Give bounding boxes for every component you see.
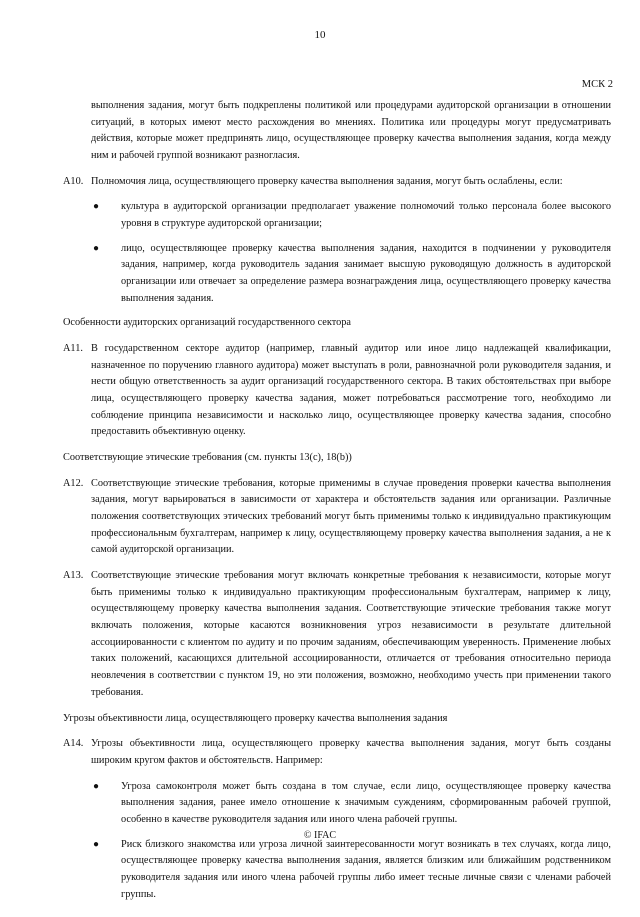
list-item: [91, 837, 611, 904]
bullet-dot-icon: ●: [93, 838, 100, 850]
bullet-dot-icon: ●: [93, 242, 100, 254]
section-heading-public-sector: Особенности аудиторских организаций государственного сектора: [63, 317, 351, 329]
paragraph-number: А10.: [63, 175, 84, 187]
paragraph-a12: [63, 476, 611, 559]
list-item-text: культура в аудиторской организации предполагает уважение полномочий только персонала более высокого уровня в структуре аудиторской организации;: [121, 201, 611, 230]
list-item-text: Риск близкого знакомства или угроза личной заинтересованности могут возникать в тех случаях, когда лицо, осуществляющее проверку качества выполнения задания, является близким или ближайшим родственником руководителя задания или иного члена рабочей группы либо имеет тесные личные связи с членами рабочей группы.: [121, 838, 611, 900]
bullet-list-a10: [91, 199, 611, 307]
paragraph-a13: [63, 568, 611, 701]
paragraph-a10: [63, 174, 611, 191]
paragraph-text: В государственном секторе аудитор (например, главный аудитор или иное лицо надлежащей квалификации, назначенное по поручению главного аудитора) может выступать в роли, равнозначной роли руководителя задания, и нести общую ответственность за аудит организаций государственного сектора. В таких обстоятельствах при выборе лица, осуществляющего проверку качества задания, может потребоваться рассмотрение того, необходимо ли соблюдение принципа независимости и насколько лицо, осуществляющее проверку качества задания, способно предоставить объективную оценку.: [91, 343, 611, 438]
paragraph-number: А11.: [63, 343, 83, 355]
paragraph-text: Соответствующие этические требования могут включать конкретные требования к независимости, которые могут быть применимы только к индивидуально практикующим профессиональным бухгалтерам, например к лицу, осуществляющему проверку качества выполнения задания. Соответствующие этические требования также могут включать положения, которые касаются возникновения угроз независимости в результате длительной ассоциированности с клиентом по аудиту и по прочим заданиям, обеспечивающим уверенность. Применение любых таких положений, касающихся длительной ассоциированности, отличается от требования относительно периода неовлечения в соответствии с пунктом 19, но эти положения, возможно, необходимо учесть при применении такого требования.: [91, 570, 611, 698]
list-item-text: лицо, осуществляющее проверку качества выполнения задания, находится в подчинении у руководителя задания, например, когда руководитель задания занимает высшую руководящую должность в аудиторской организации или отвечает за определение размера вознаграждения лица, осуществляющего проверку качества выполнения задания.: [121, 242, 611, 304]
document-code: МСК 2: [581, 79, 613, 90]
paragraph-number: А14.: [63, 738, 84, 750]
list-item: [91, 199, 611, 232]
paragraph-text: Соответствующие этические требования, которые применимы в случае проведения проверки качества выполнения задания, могут варьироваться в зависимости от характера и обстоятельств задания или организации. Различные положения соответствующих этических требований могут быть применимы только к индивидуально практикующим профессиональным бухгалтерам, например к лицу, осуществляющему проверку качества выполнения задания, а не к самой аудиторской организации.: [91, 477, 611, 556]
bullet-dot-icon: ●: [93, 201, 100, 213]
list-item-text: Угроза самоконтроля может быть создана в том случае, если лицо, осуществляющее проверку качества выполнения задания, ранее имело отношение к значимым суждениям, сформированным рабочей группой, особенно в качестве руководителя задания или иного члена рабочей группы.: [121, 780, 611, 825]
paragraph-a14: [63, 736, 611, 769]
list-item: [91, 779, 611, 829]
page-number: 10: [314, 29, 326, 41]
section-heading-threats: Угрозы объективности лица, осуществляющего проверку качества выполнения задания: [63, 712, 448, 724]
document-body: [63, 98, 611, 911]
bullet-dot-icon: ●: [93, 780, 100, 792]
paragraph-number: А13.: [63, 570, 84, 582]
paragraph-text: Угрозы объективности лица, осуществляющего проверку качества выполнения задания, могут быть созданы широким кругом фактов и обстоятельств. Например:: [91, 738, 611, 766]
paragraph-number: А12.: [63, 477, 84, 489]
list-item: [91, 241, 611, 308]
section-heading-ethics: Соответствующие этические требования (см. пункты 13(с), 18(b)): [63, 452, 352, 464]
paragraph-text: Полномочия лица, осуществляющего проверку качества выполнения задания, могут быть ослаблены, если:: [91, 175, 563, 187]
intro-paragraph: выполнения задания, могут быть подкреплены политикой или процедурами аудиторской организации в отношении ситуаций, в которых имеют место расхождения во мнениях. Политика или процедуры могут предусматривать действия, которые может предпринять лицо, осуществляющее проверку качества выполнения задания, когда между ним и рабочей группой возникают разногласия.: [91, 100, 611, 162]
footer-copyright: © IFAC: [303, 830, 337, 841]
paragraph-a11: [63, 341, 611, 441]
